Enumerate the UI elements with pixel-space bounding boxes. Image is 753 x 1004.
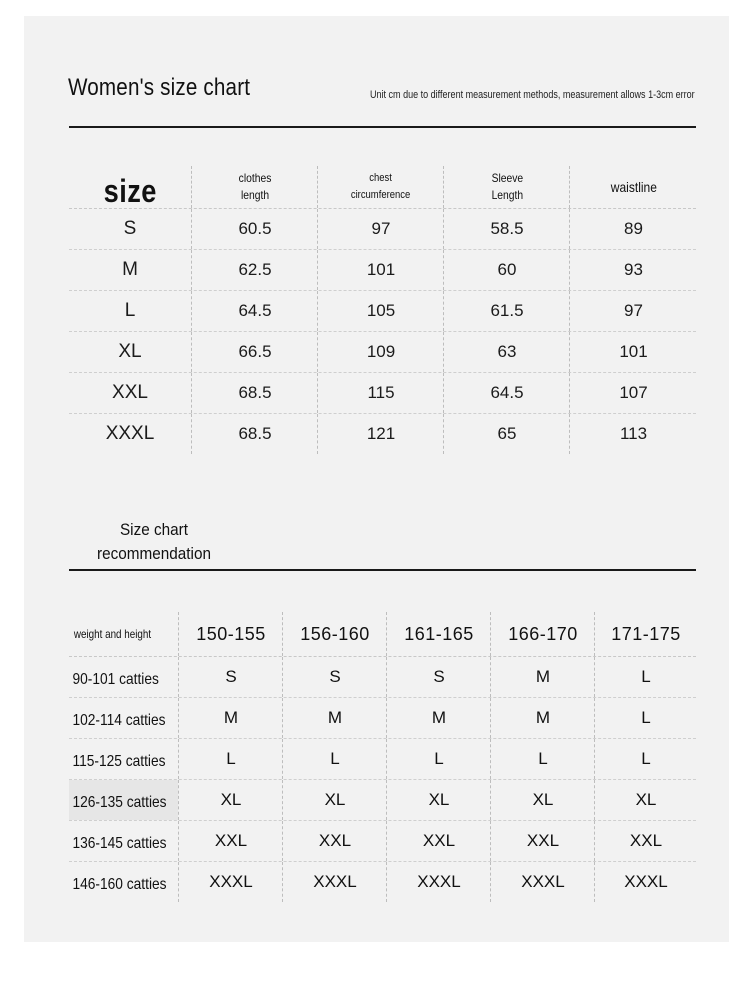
recommended-size-cell — [594, 739, 697, 779]
size-cell — [69, 332, 191, 372]
size-header-label: size — [103, 172, 157, 209]
recommended-size: XL — [428, 790, 450, 809]
size-row — [69, 332, 696, 373]
recommended-size-cell — [282, 862, 387, 902]
weight-label: 115-125 catties — [72, 753, 166, 770]
measurement-cell — [317, 291, 444, 331]
recommended-size-cell — [490, 739, 595, 779]
size-table-header — [69, 166, 696, 209]
recommendation-table-header — [69, 612, 696, 657]
measurement-value: 97 — [624, 301, 643, 320]
recommended-size: XXL — [629, 831, 663, 850]
weight-cell — [69, 698, 178, 738]
recommended-size: XL — [324, 790, 346, 809]
weight-label: 126-135 catties — [72, 794, 167, 811]
recommended-size-cell — [490, 657, 595, 697]
recommended-size: L — [330, 749, 340, 768]
measurement-value: 101 — [366, 260, 396, 279]
measurement-cell — [569, 250, 697, 290]
recommended-size-cell — [490, 862, 595, 902]
measurement-cell — [569, 414, 697, 454]
weight-cell — [69, 821, 178, 861]
measurement-note: Unit cm due to different measurement methods, measurement allows 1-3cm error — [370, 89, 695, 101]
weight-cell — [69, 739, 178, 779]
recommended-size-cell — [282, 698, 387, 738]
recommended-size-cell — [178, 698, 283, 738]
recommendation-title — [97, 518, 211, 566]
header-line: clothes — [238, 171, 272, 185]
recommended-size-cell — [594, 780, 697, 820]
recommended-size: S — [329, 667, 341, 686]
recommendation-row — [69, 739, 696, 780]
weight-cell — [69, 862, 178, 902]
measurement-value: 62.5 — [238, 260, 272, 279]
clothes-length-header — [191, 166, 318, 208]
size-column-header — [69, 166, 191, 208]
header-line: Length — [491, 188, 523, 202]
size-row — [69, 373, 696, 414]
recommendation-title-line1: Size chart — [119, 520, 188, 539]
measurement-cell — [569, 332, 697, 372]
measurement-value: 60.5 — [238, 219, 272, 238]
corner-cell — [69, 612, 178, 656]
recommended-size: S — [433, 667, 445, 686]
measurement-value: 60 — [497, 260, 517, 279]
recommended-size-cell — [386, 821, 491, 861]
size-label: XXL — [112, 382, 148, 403]
size-label: S — [123, 218, 137, 239]
recommended-size-cell — [490, 780, 595, 820]
corner-label: weight and height — [73, 627, 152, 641]
size-cell — [69, 373, 191, 413]
size-cell — [69, 291, 191, 331]
header-line: circumference — [351, 189, 411, 201]
weight-label: 102-114 catties — [72, 712, 166, 729]
measurement-cell — [191, 291, 318, 331]
recommended-size-cell — [386, 780, 491, 820]
recommended-size: XXXL — [209, 872, 253, 891]
height-label: 161-165 — [404, 623, 474, 644]
recommended-size-cell — [282, 739, 387, 779]
recommendation-table — [69, 612, 696, 902]
measurement-value: 105 — [366, 301, 396, 320]
size-row — [69, 250, 696, 291]
recommendation-row — [69, 698, 696, 739]
recommended-size: L — [641, 708, 651, 727]
measurement-cell — [443, 373, 570, 413]
header-line: Sleeve — [491, 171, 523, 185]
recommended-size: XXXL — [521, 872, 565, 891]
recommended-size-cell — [594, 821, 697, 861]
recommended-size: XXXL — [313, 872, 357, 891]
measurement-cell — [317, 250, 444, 290]
measurement-cell — [569, 291, 697, 331]
measurement-value: 93 — [624, 260, 643, 279]
recommended-size: XXXL — [417, 872, 461, 891]
recommended-size: S — [225, 667, 237, 686]
weight-cell — [69, 780, 178, 820]
recommended-size: L — [641, 667, 651, 686]
size-label: XXXL — [105, 423, 155, 444]
measurement-value: 61.5 — [490, 301, 524, 320]
size-row — [69, 291, 696, 332]
measurement-cell — [317, 414, 444, 454]
recommended-size-cell — [594, 862, 697, 902]
height-header — [490, 612, 595, 656]
measurement-cell — [191, 414, 318, 454]
recommendation-row — [69, 821, 696, 862]
size-cell — [69, 414, 191, 454]
measurement-cell — [317, 332, 444, 372]
measurement-cell — [569, 373, 697, 413]
header-line: length — [240, 188, 270, 202]
recommended-size-cell — [178, 821, 283, 861]
waistline-header — [569, 166, 697, 208]
measurement-value: 97 — [371, 219, 391, 238]
recommended-size: M — [431, 708, 447, 727]
size-label: XL — [118, 341, 142, 362]
recommended-size-cell — [178, 657, 283, 697]
height-label: 171-175 — [611, 623, 681, 644]
measurement-cell — [443, 332, 570, 372]
measurement-cell — [191, 332, 318, 372]
recommended-size-cell — [386, 739, 491, 779]
height-label: 150-155 — [196, 623, 266, 644]
measurement-cell — [443, 209, 570, 249]
measurement-value: 109 — [366, 342, 396, 361]
recommended-size-cell — [386, 862, 491, 902]
size-table — [69, 166, 696, 454]
size-label: L — [124, 300, 136, 321]
chest-circumference-header — [317, 166, 444, 208]
recommended-size: M — [535, 667, 551, 686]
height-header — [178, 612, 283, 656]
recommended-size: XXXL — [624, 872, 668, 891]
measurement-value: 101 — [619, 342, 648, 361]
measurement-value: 64.5 — [238, 301, 272, 320]
measurement-value: 121 — [366, 424, 396, 443]
recommended-size: XXL — [214, 831, 248, 850]
recommended-size-cell — [490, 698, 595, 738]
measurement-value: 64.5 — [490, 383, 524, 402]
measurement-value: 89 — [624, 219, 643, 238]
measurement-value: 58.5 — [490, 219, 524, 238]
measurement-value: 113 — [619, 424, 648, 443]
recommendation-row — [69, 862, 696, 902]
recommended-size-cell — [386, 698, 491, 738]
recommended-size-cell — [282, 821, 387, 861]
header-line: chest — [369, 172, 393, 184]
measurement-cell — [443, 250, 570, 290]
measurement-cell — [569, 209, 697, 249]
recommended-size: XL — [532, 790, 554, 809]
recommended-size: XXL — [422, 831, 456, 850]
size-label: M — [122, 259, 138, 280]
measurement-cell — [317, 209, 444, 249]
weight-cell — [69, 657, 178, 697]
measurement-cell — [317, 373, 444, 413]
measurement-cell — [443, 291, 570, 331]
measurement-value: 65 — [497, 424, 517, 443]
measurement-value: 66.5 — [238, 342, 272, 361]
recommended-size-cell — [386, 657, 491, 697]
measurement-cell — [443, 414, 570, 454]
recommended-size-cell — [594, 657, 697, 697]
height-label: 166-170 — [508, 623, 578, 644]
recommended-size: M — [535, 708, 551, 727]
recommended-size: XL — [635, 790, 657, 809]
recommended-size-cell — [178, 739, 283, 779]
height-header — [594, 612, 697, 656]
weight-label: 146-160 catties — [72, 876, 167, 893]
recommended-size-cell — [178, 862, 283, 902]
recommended-size: L — [538, 749, 548, 768]
sleeve-length-header — [443, 166, 570, 208]
recommended-size-cell — [490, 821, 595, 861]
recommended-size: XXL — [526, 831, 560, 850]
measurement-value: 115 — [367, 383, 395, 402]
measurement-value: 68.5 — [238, 424, 272, 443]
recommendation-row — [69, 780, 696, 821]
recommendation-row — [69, 657, 696, 698]
size-cell — [69, 209, 191, 249]
recommended-size: L — [434, 749, 444, 768]
height-header — [386, 612, 491, 656]
size-row — [69, 414, 696, 454]
size-row — [69, 209, 696, 250]
weight-label: 90-101 catties — [72, 671, 159, 688]
recommended-size: XL — [220, 790, 242, 809]
page-title: Women's size chart — [68, 74, 251, 101]
header-line: waistline — [610, 178, 657, 195]
divider — [69, 126, 696, 128]
recommended-size: M — [223, 708, 239, 727]
height-label: 156-160 — [300, 623, 370, 644]
size-cell — [69, 250, 191, 290]
recommended-size-cell — [282, 657, 387, 697]
recommended-size: L — [226, 749, 236, 768]
recommendation-title-line2: recommendation — [97, 544, 211, 563]
measurement-cell — [191, 373, 318, 413]
height-header — [282, 612, 387, 656]
measurement-cell — [191, 209, 318, 249]
recommended-size-cell — [178, 780, 283, 820]
measurement-value: 107 — [619, 383, 648, 402]
measurement-value: 63 — [497, 342, 517, 361]
recommended-size-cell — [594, 698, 697, 738]
divider — [69, 569, 696, 571]
recommended-size: L — [641, 749, 651, 768]
measurement-value: 68.5 — [238, 383, 272, 402]
weight-label: 136-145 catties — [72, 835, 167, 852]
measurement-cell — [191, 250, 318, 290]
recommended-size: M — [327, 708, 343, 727]
recommended-size-cell — [282, 780, 387, 820]
recommended-size: XXL — [318, 831, 352, 850]
